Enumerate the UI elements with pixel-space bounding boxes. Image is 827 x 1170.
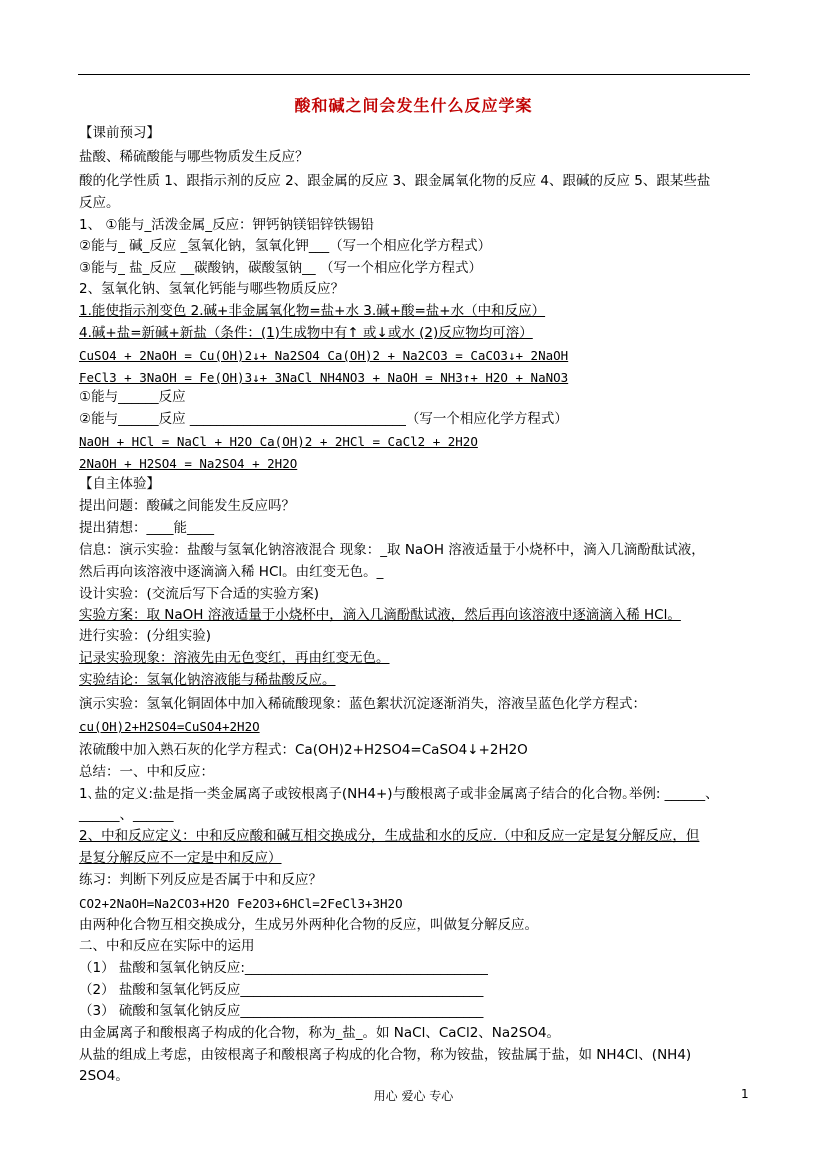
text-line: 2SO4。: [79, 1068, 129, 1084]
text-line: ③能与_ 盐_反应 __碳酸钠，碳酸氢钠__ （写一个相应化学方程式）: [79, 260, 482, 276]
text-line: 记录实验现象：溶液先由无色变红，再由红变无色。: [79, 650, 390, 666]
section-heading: 【自主体验】: [79, 476, 160, 492]
text-line: 1.能使指示剂变色 2.碱+非金属氧化物=盐+水 3.碱+酸=盐+水（中和反应）: [79, 303, 546, 319]
text-line: 1、 ①能与_活泼金属_反应：钾钙钠镁铝锌铁锡铅: [79, 217, 374, 233]
text-line: 提出问题：酸碱之间能发生反应吗？: [79, 498, 295, 514]
text-line: （3） 硫酸和氢氧化钠反应____________________________________: [79, 1003, 484, 1019]
text-line: 提出猜想：____能____: [79, 520, 214, 536]
text-line: 然后再向该溶液中逐滴滴入稀 HCl。由红变无色。_: [79, 564, 384, 580]
text-line: 实验结论：氢氧化钠溶液能与稀盐酸反应。: [79, 672, 336, 688]
text-line: 是复分解反应不一定是中和反应）: [79, 850, 282, 866]
equation-line: CuSO4 + 2NaOH = Cu(OH)2↓+ Na2SO4 Ca(OH)2 + Na2CO3 = CaCO3↓+ 2NaOH: [79, 348, 569, 363]
text-line: 由两种化合物互相交换成分，生成另外两种化合物的反应，叫做复分解反应。: [79, 917, 538, 933]
text-line: 演示实验：氢氧化铜固体中加入稀硫酸现象：蓝色絮状沉淀逐渐消失，溶液呈蓝色化学方程式：: [79, 696, 646, 712]
text-line: 总结：一、中和反应：: [79, 764, 214, 780]
text-line: 2、中和反应定义：中和反应酸和碱互相交换成分，生成盐和水的反应.（中和反应一定是复分解反应，但: [79, 828, 700, 844]
page-title: 酸和碱之间会发生什么反应学案: [294, 96, 533, 115]
text-line: 由金属离子和酸根离子构成的化合物，称为_盐_。如 NaCl、CaCl2、Na2SO4。: [79, 1025, 561, 1041]
text-line: 实验方案：取 NaOH 溶液适量于小烧杯中，滴入几滴酚酞试液，然后再向该溶液中逐滴滴入稀 HCl。: [79, 607, 681, 623]
text-line: 4.碱+盐=新碱+新盐（条件：(1)生成物中有↑ 或↓或水 (2)反应物均可溶）: [79, 325, 533, 341]
text-line: 酸的化学性质 1、跟指示剂的反应 2、跟金属的反应 3、跟金属氧化物的反应 4、跟碱的反应 5、跟某些盐: [79, 173, 711, 189]
equation-line: FeCl3 + 3NaOH = Fe(OH)3↓+ 3NaCl NH4NO3 + NaOH = NH3↑+ H2O + NaNO3: [79, 370, 569, 385]
text-line: ______、______: [79, 807, 174, 823]
text-line: 2、氢氧化钠、氢氧化钙能与哪些物质反应？: [79, 281, 345, 297]
page-number: 1: [741, 1087, 749, 1101]
text-line: 二、中和反应在实际中的运用: [79, 938, 255, 954]
header-rule: [78, 74, 750, 75]
text-line: 从盐的组成上考虑，由铵根离子和酸根离子构成的化合物，称为铵盐，铵盐属于盐，如 NH4Cl、(NH4): [79, 1047, 692, 1063]
text-line: 练习：判断下列反应是否属于中和反应？: [79, 872, 322, 888]
text-line: ②能与_ 碱_反应 _氢氧化钠，氢氧化钾___（写一个相应化学方程式）: [79, 238, 492, 254]
text-line: 浓硫酸中加入熟石灰的化学方程式：Ca(OH)2+H2SO4=CaSO4↓+2H2O: [79, 742, 528, 758]
equation-line: 2NaOH + H2SO4 = Na2SO4 + 2H2O: [79, 456, 298, 471]
text-line: 进行实验：(分组实验): [79, 628, 212, 644]
text-line: ②能与______反应 ________________________________（写一个相应化学方程式）: [79, 411, 568, 427]
equation-line: cu(OH)2+H2SO4=CuSO4+2H2O: [79, 719, 260, 734]
text-line: （2） 盐酸和氢氧化钙反应____________________________________: [79, 982, 484, 998]
equation-line: NaOH + HCl = NaCl + H2O Ca(OH)2 + 2HCl = CaCl2 + 2H2O: [79, 434, 478, 449]
text-line: ①能与______反应: [79, 389, 186, 405]
section-heading: 【课前预习】: [79, 125, 160, 141]
text-line: 1､盐的定义:盐是指一类金属离子或铵根离子(NH4+)与酸根离子或非金属离子结合的化合物｡举例: ______、: [79, 786, 719, 802]
text-line: 反应。: [79, 195, 120, 211]
page-footer: 用心 爱心 专心: [373, 1089, 454, 1103]
text-line: （1） 盐酸和氢氧化钠反应:____________________________________: [79, 960, 488, 976]
text-line: 信息：演示实验：盐酸与氢氧化钠溶液混合 现象：_取 NaOH 溶液适量于小烧杯中，滴入几滴酚酞试液，: [79, 542, 705, 558]
equation-line: CO2+2NaOH=Na2CO3+H2O Fe2O3+6HCl=2FeCl3+3H2O: [79, 896, 403, 911]
text-line: 设计实验：(交流后写下合适的实验方案): [79, 586, 320, 602]
text-line: 盐酸、稀硫酸能与哪些物质发生反应？: [79, 149, 309, 165]
